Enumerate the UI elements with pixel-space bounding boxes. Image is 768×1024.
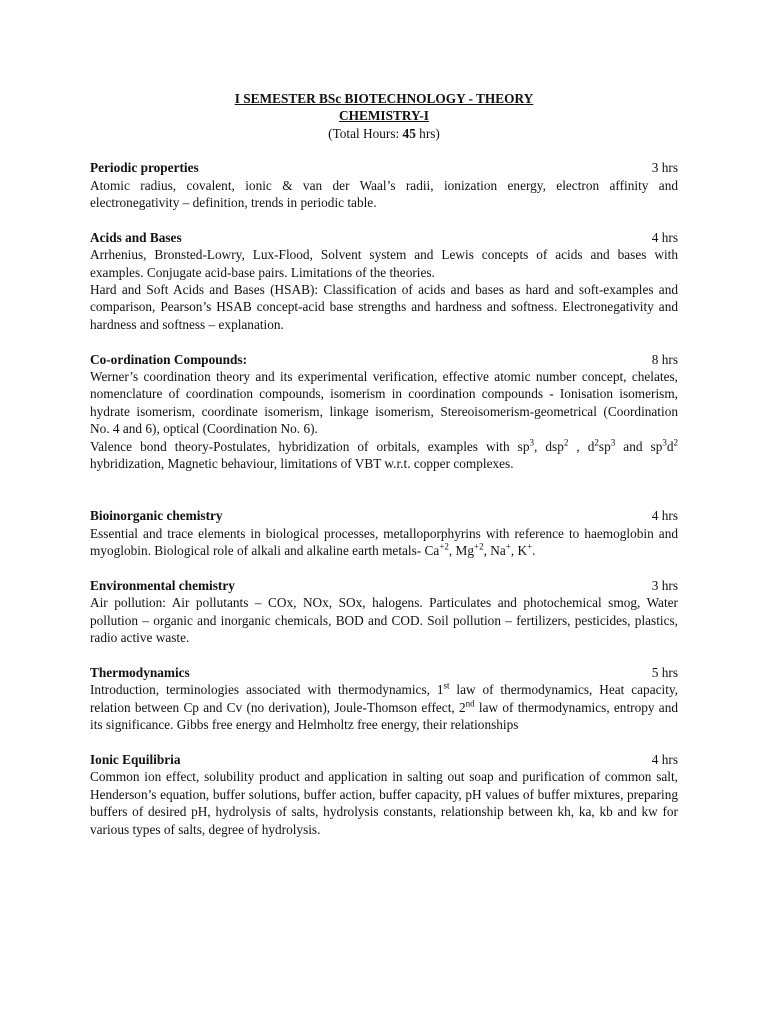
section-paragraph: Werner’s coordination theory and its experimental verification, effective atomic number concept, chelates, nomenclature of coordination compounds, isomerism in coordination compounds - Ionisation isomerism, hydrate isomerism, coordinate isomerism, linkage isomerism, Stereoisomerism-geometrical (Coordination No. 4 and 6), optical (Coordination No. 6).	[90, 369, 678, 437]
section-hours: 5 hrs	[651, 664, 678, 680]
section-title: Co-ordination Compounds:	[90, 351, 248, 367]
text-run: law of thermodynamics, Heat capacity, relation between Cp and Cv (no derivation), Joule-Thomson effect, 2	[90, 682, 678, 715]
section-heading	[90, 159, 678, 176]
section-title: Acids and Bases	[90, 229, 182, 245]
text-run: .	[532, 543, 536, 559]
text-run: Introduction, terminologies associated with thermodynamics, 1	[90, 682, 444, 698]
section-paragraph	[90, 681, 678, 733]
total-hours-suffix: hrs)	[415, 125, 440, 141]
superscript: 3	[610, 437, 616, 448]
section-paragraph	[90, 438, 678, 473]
section-paragraph: Atomic radius, covalent, ionic & van der Waal’s radii, ionization energy, electron affinity and electronegativity – definition, trends in periodic table.	[90, 177, 678, 211]
superscript: 2	[673, 437, 679, 448]
section-heading	[90, 507, 678, 524]
section-hours: 4 hrs	[651, 508, 678, 524]
text-run: , dsp	[534, 438, 564, 454]
section-paragraph: Air pollution: Air pollutants – COx, NOx, SOx, halogens. Particulates and photochemical smog, Water pollution – organic and inorganic chemicals, BOD and COD. Soil pollution – fertilizers, pesticides, plastics, radio active waste.	[90, 595, 678, 646]
total-hours	[90, 125, 678, 142]
superscript: 2	[563, 437, 569, 448]
subject-title: CHEMISTRY-I	[339, 108, 429, 124]
section-title: Periodic properties	[90, 160, 199, 176]
text-run: , d	[568, 438, 595, 454]
total-hours-prefix: (Total Hours:	[328, 125, 403, 141]
superscript: st	[443, 680, 450, 691]
section-environmental-chemistry	[90, 577, 678, 647]
section-heading	[90, 664, 678, 681]
section-title: Ionic Equilibria	[90, 751, 181, 767]
superscript: +2	[474, 541, 484, 552]
section-thermodynamics	[90, 664, 678, 734]
section-heading	[90, 229, 678, 246]
superscript: 2	[594, 437, 599, 448]
text-run: , Na	[483, 543, 506, 559]
superscript: 3	[662, 437, 667, 448]
text-run: and sp	[615, 438, 663, 454]
section-paragraph: Arrhenius, Bronsted-Lowry, Lux-Flood, Solvent system and Lewis concepts of acids and bases with examples. Conjugate acid-base pairs. Limitations of the theories.	[90, 247, 678, 280]
text-run: hybridization, Magnetic behaviour, limitations of VBT w.r.t. copper complexes.	[90, 456, 514, 472]
syllabus-page	[90, 90, 678, 855]
section-title: Bioinorganic chemistry	[90, 508, 223, 524]
section-title: Thermodynamics	[90, 664, 190, 680]
section-bioinorganic-chemistry	[90, 507, 678, 559]
text-run: d	[666, 438, 674, 454]
superscript: 3	[529, 437, 535, 448]
section-title: Environmental chemistry	[90, 577, 235, 593]
section-coordination-compounds	[90, 351, 678, 473]
text-run: Valence bond theory-Postulates, hybridization of orbitals, examples with sp	[90, 438, 530, 454]
section-hours: 3 hrs	[651, 577, 678, 593]
section-hours: 4 hrs	[651, 229, 678, 245]
section-heading	[90, 351, 678, 368]
superscript: +	[527, 541, 533, 552]
section-ionic-equilibria	[90, 751, 678, 838]
superscript: nd	[465, 698, 475, 709]
superscript: +2	[439, 541, 449, 552]
total-hours-value: 45	[402, 125, 416, 141]
text-run: law of thermodynamics, entropy and its significance. Gibbs free energy and Helmholtz free energy, their relationships	[90, 699, 678, 733]
section-paragraph	[90, 525, 678, 560]
section-hours: 3 hrs	[651, 160, 678, 176]
section-paragraph: Common ion effect, solubility product and application in salting out soap and purification of common salt, Henderson’s equation, buffer solutions, buffer action, buffer capacity, pH values of buffer mixtures, preparing buffers of desired pH, hydrolysis of salts, hydrolysis constants, relationship between kh, ka, kb and kw for various types of salts, degree of hydrolysis.	[90, 769, 678, 837]
section-paragraph: Hard and Soft Acids and Bases (HSAB): Classification of acids and bases as hard and soft-examples and comparison, Pearson’s HSAB concept-acid base strengths and hardness and softness. Electronegativity and hardness and softness – explanation.	[90, 282, 678, 332]
section-hours: 4 hrs	[651, 751, 678, 767]
text-run: , K	[510, 543, 528, 559]
page-title: I SEMESTER BSc BIOTECHNOLOGY - THEORY	[234, 91, 534, 106]
page-header	[90, 90, 678, 142]
text-run: sp	[598, 438, 611, 454]
superscript: +	[505, 541, 511, 552]
section-acids-and-bases	[90, 229, 678, 333]
section-heading	[90, 577, 678, 594]
section-heading	[90, 751, 678, 768]
section-hours: 8 hrs	[651, 351, 678, 367]
text-run: , Mg	[448, 543, 475, 559]
section-periodic-properties	[90, 159, 678, 211]
text-run: Essential and trace elements in biological processes, metalloporphyrins with reference to haemoglobin and myoglobin. Biological role of alkali and alkaline earth metals- Ca	[90, 525, 678, 559]
